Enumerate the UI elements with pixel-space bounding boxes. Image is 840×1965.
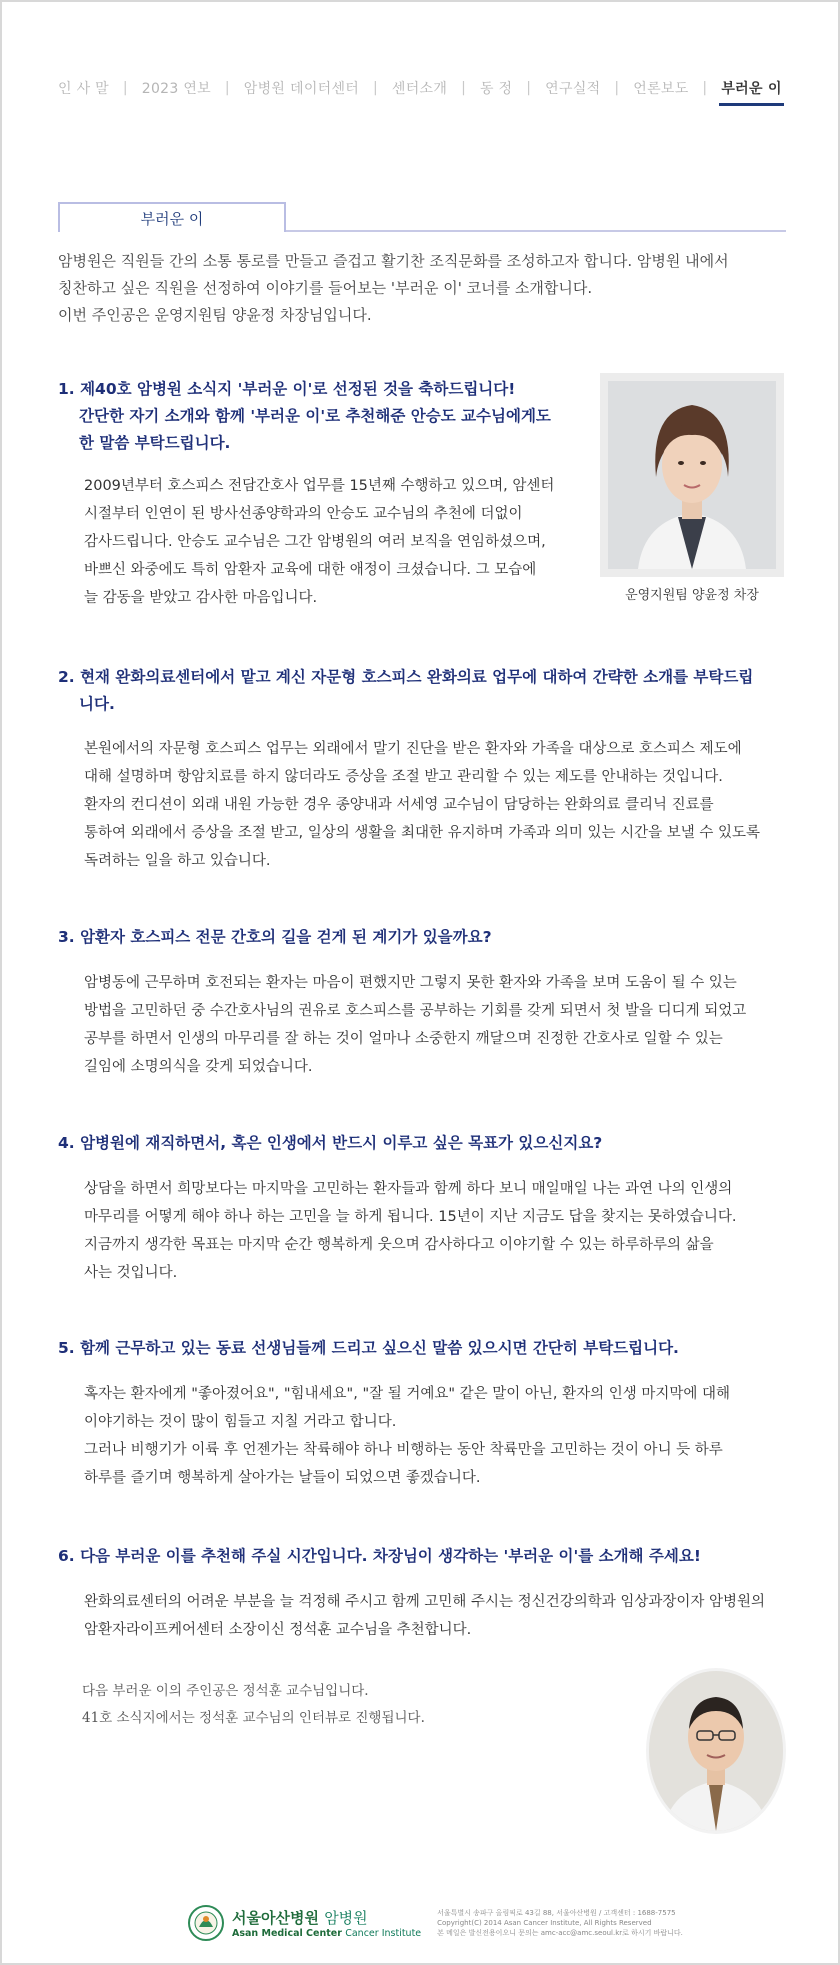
answer-line: 환자의 컨디션이 외래 내원 가능한 경우 종양내과 서세영 교수님이 담당하는 완화의료 클리닉 진료를 — [84, 797, 714, 813]
section-header — [58, 202, 786, 232]
question-1 — [58, 376, 551, 457]
intro-line: 암병원은 직원들 간의 소통 통로를 만들고 즐겁고 활기찬 조직문화를 조성하고자 합니다. 암병원 내에서 — [58, 252, 729, 270]
intro-line: 칭찬하고 싶은 직원을 선정하여 이야기를 들어보는 '부러운 이' 코너를 소개합니다. — [58, 279, 593, 297]
answer-line: 완화의료센터의 어려운 부분을 늘 걱정해 주시고 함께 고민해 주시는 정신건강의학과 임상과장이자 암병원의 — [84, 1594, 766, 1610]
answer-line: 감사드립니다. 안승도 교수님은 그간 암병원의 여러 보직을 연임하셨으며, — [84, 534, 546, 550]
answer-line: 사는 것입니다. — [84, 1265, 178, 1281]
question-line: 2. 현재 완화의료센터에서 맡고 계신 자문형 호스피스 완화의료 업무에 대하여 간략한 소개를 부탁드립 — [58, 668, 754, 686]
answer-line: 마무리를 어떻게 해야 하나 하는 고민을 늘 하게 됩니다. 15년이 지난 지금도 답을 찾지는 못하였습니다. — [84, 1209, 737, 1225]
top-nav — [58, 78, 782, 98]
section-title: 부러운 이 — [58, 202, 286, 232]
answer-line: 하루를 즐기며 행복하게 살아가는 날들이 되었으면 좋겠습니다. — [84, 1470, 481, 1486]
answer-2 — [84, 735, 786, 875]
brand-sub-en: Cancer Institute — [345, 1928, 422, 1939]
nav-item-envied-person[interactable]: 부러운 이 — [721, 78, 781, 98]
nav-item-annual-report[interactable]: 2023 연보 — [141, 81, 211, 97]
answer-line: 방법을 고민하던 중 수간호사님의 권유로 호스피스를 공부하는 기회를 갖게 되면서 첫 발을 디디게 되었고 — [84, 1003, 747, 1019]
nav-separator: | — [373, 80, 379, 96]
question-4 — [58, 1130, 602, 1157]
question-line: 한 말씀 부탁드립니다. — [79, 434, 231, 452]
answer-line: 늘 감동을 받았고 감사한 마음입니다. — [84, 590, 318, 606]
intro-line: 이번 주인공은 운영지원팀 양윤정 차장님입니다. — [58, 306, 372, 324]
nav-item-press[interactable]: 언론보도 — [633, 81, 689, 97]
portrait-image — [608, 381, 776, 569]
nav-separator: | — [461, 80, 467, 96]
staff-portrait-photo — [600, 373, 784, 577]
answer-line: 지금까지 생각한 목표는 마지막 순간 행복하게 웃으며 감사하다고 이야기할 수 있는 하루하루의 삶을 — [84, 1237, 714, 1253]
answer-line: 시절부터 인연이 된 방사선종양학과의 안승도 교수님의 추천에 더없이 — [84, 506, 523, 522]
nav-item-center-intro[interactable]: 센터소개 — [391, 81, 448, 97]
answer-line: 바쁘신 와중에도 특히 암환자 교육에 대한 애정이 크셨습니다. 그 모습에 — [84, 562, 537, 578]
nav-separator: | — [224, 80, 230, 96]
answer-line: 길임에 소명의식을 갖게 되었습니다. — [84, 1059, 313, 1075]
question-line: 3. 암환자 호스피스 전문 간호의 길을 걷게 된 계기가 있을까요? — [58, 928, 492, 946]
footer-info-line: 서울특별시 송파구 올림픽로 43길 88, 서울아산병원 / 고객센터 : 1688-7575 — [437, 1909, 676, 1917]
nav-item-research[interactable]: 연구실적 — [545, 81, 601, 97]
nav-item-news[interactable]: 동 정 — [479, 81, 513, 97]
nav-item-data-center[interactable]: 암병원 데이터센터 — [243, 81, 360, 97]
hospital-logo-icon — [188, 1905, 224, 1941]
answer-line: 암환자라이프케어센터 소장이신 정석훈 교수님을 추천합니다. — [84, 1622, 472, 1638]
next-person-illustration — [649, 1671, 783, 1831]
footer-brand — [232, 1907, 421, 1939]
footer-info-line: Copyright(C) 2014 Asan Cancer Institute, All Rights Reserved — [437, 1919, 652, 1927]
question-6 — [58, 1543, 701, 1570]
question-line: 간단한 자기 소개와 함께 '부러운 이'로 추천해준 안승도 교수님에게도 — [79, 407, 551, 425]
question-3 — [58, 924, 492, 951]
answer-line: 혹자는 환자에게 "좋아졌어요", "힘내세요", "잘 될 거예요" 같은 말이 아닌, 환자의 인생 마지막에 대해 — [84, 1386, 731, 1402]
nav-item-greeting[interactable]: 인 사 말 — [58, 81, 109, 97]
portrait-caption: 운영지원팀 양윤정 차장 — [625, 588, 759, 603]
answer-line: 공부를 하면서 인생의 마무리를 잘 하는 것이 얼마나 소중한지 깨달으며 진정한 간호사로 일할 수 있는 — [84, 1031, 723, 1047]
answer-line: 2009년부터 호스피스 전담간호사 업무를 15년째 수행하고 있으며, 암센터 — [84, 478, 555, 494]
question-line: 1. 제40호 암병원 소식지 '부러운 이'로 선정된 것을 축하드립니다! — [58, 380, 516, 398]
closing-line: 41호 소식지에서는 정석훈 교수님의 인터뷰로 진행됩니다. — [82, 1710, 425, 1726]
nav-separator: | — [526, 80, 532, 96]
footer-info-line: 본 메일은 발신전용이오니 문의는 amc-acc@amc.seoul.kr로 하시기 바랍니다. — [437, 1929, 683, 1937]
question-line: 4. 암병원에 재직하면서, 혹은 인생에서 반드시 이루고 싶은 목표가 있으신지요? — [58, 1134, 603, 1152]
answer-line: 대해 설명하며 항암치료를 하지 않더라도 증상을 조절 받고 관리할 수 있는 제도를 안내하는 것입니다. — [84, 769, 723, 785]
logo-emblem — [190, 1907, 222, 1939]
answer-line: 통하여 외래에서 증상을 조절 받고, 일상의 생활을 최대한 유지하며 가족과 의미 있는 시간을 보낼 수 있도록 — [84, 825, 761, 841]
footer-brand-en — [232, 1928, 421, 1939]
footer-brand-ko — [232, 1907, 421, 1928]
answer-3 — [84, 969, 786, 1081]
answer-1 — [84, 472, 580, 612]
answer-5 — [84, 1380, 786, 1492]
answer-4 — [84, 1175, 786, 1287]
nav-separator: | — [614, 80, 620, 96]
brand-name-en: Asan Medical Center — [232, 1928, 342, 1939]
footer — [188, 1905, 683, 1941]
nav-separator: | — [122, 80, 128, 96]
intro-text — [58, 248, 788, 329]
question-line: 5. 함께 근무하고 있는 동료 선생님들께 드리고 싶으신 말씀 있으시면 간단히 부탁드립니다. — [58, 1339, 679, 1357]
footer-info — [437, 1908, 683, 1938]
answer-line: 본원에서의 자문형 호스피스 업무는 외래에서 말기 진단을 받은 환자와 가족을 대상으로 호스피스 제도에 — [84, 741, 742, 757]
nav-separator: | — [702, 80, 708, 96]
brand-sub-ko: 암병원 — [324, 1909, 368, 1927]
brand-name-ko: 서울아산병원 — [232, 1909, 319, 1927]
answer-line: 독려하는 일을 하고 있습니다. — [84, 853, 271, 869]
question-line: 니다. — [79, 695, 115, 713]
answer-6 — [84, 1588, 786, 1644]
question-2 — [58, 664, 788, 718]
answer-line: 상담을 하면서 희망보다는 마지막을 고민하는 환자들과 함께 하다 보니 매일매일 나는 과연 나의 인생의 — [84, 1181, 733, 1197]
portrait-illustration — [608, 381, 776, 569]
closing-line: 다음 부러운 이의 주인공은 정석훈 교수님입니다. — [82, 1683, 369, 1699]
closing-note — [82, 1678, 425, 1732]
question-line: 6. 다음 부러운 이를 추천해 주실 시간입니다. 차장님이 생각하는 '부러운 이'를 소개해 주세요! — [58, 1547, 701, 1565]
answer-line: 암병동에 근무하며 호전되는 환자는 마음이 편했지만 그렇지 못한 환자와 가족을 보며 도움이 될 수 있는 — [84, 975, 737, 991]
answer-line: 이야기하는 것이 많이 힘들고 지칠 거라고 합니다. — [84, 1414, 397, 1430]
question-5 — [58, 1335, 679, 1362]
next-person-photo — [646, 1668, 786, 1834]
answer-line: 그러나 비행기가 이륙 후 언젠가는 착륙해야 하나 비행하는 동안 착륙만을 고민하는 것이 아니 듯 하루 — [84, 1442, 723, 1458]
